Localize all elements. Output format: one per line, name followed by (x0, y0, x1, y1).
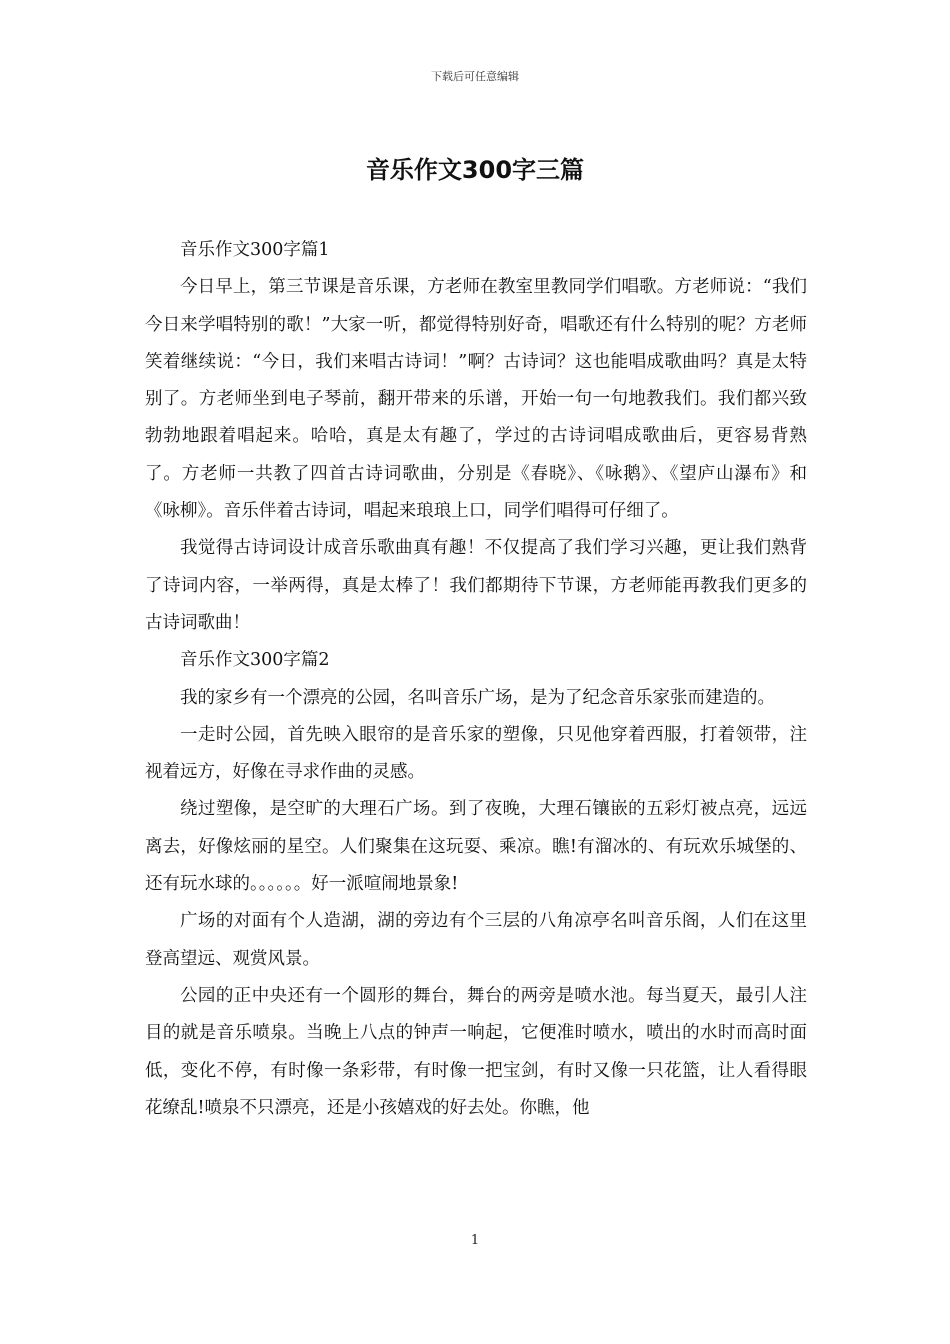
document-title: 音乐作文300字三篇 (365, 156, 585, 184)
body-paragraph: 公园的正中央还有一个圆形的舞台，舞台的两旁是喷水池。每当夏天，最引人注目的就是音乐喷泉。当晚上八点的钟声一响起，它便准时喷水，喷出的水时而高时面低，变化不停，有时像一条彩带，有时像一把宝剑，有时又像一只花篮，让人看得眼花缭乱!喷泉不只漂亮，还是小孩嬉戏的好去处。你瞧，他 (145, 985, 807, 1118)
body-paragraph: 今日早上，第三节课是音乐课，方老师在教室里教同学们唱歌。方老师说：“我们今日来学唱特别的歌！”大家一听，都觉得特别好奇，唱歌还有什么特别的呢？方老师笑着继续说：“今日，我们来唱古诗词！”啊？古诗词？这也能唱成歌曲吗？真是太特别了。方老师坐到电子琴前，翻开带来的乐谱，开始一句一句地教我们。我们都兴致勃勃地跟着唱起来。哈哈，真是太有趣了，学过的古诗词唱成歌曲后，更容易背熟了。方老师一共教了四首古诗词歌曲，分别是《春晓》、《咏鹅》、《望庐山瀑布》和《咏柳》。音乐伴着古诗词，唱起来琅琅上口，同学们唱得可仔细了。 (145, 277, 807, 522)
section-heading-2: 音乐作文300字篇2 (180, 650, 330, 671)
body-paragraph: 绕过塑像，是空旷的大理石广场。到了夜晚，大理石镶嵌的五彩灯被点亮，远远离去，好像炫丽的星空。人们聚集在这玩耍、乘凉。瞧!有溜冰的、有玩欢乐城堡的、还有玩水球的。。。。。。好一派喧闹地景象! (145, 799, 807, 895)
section-heading-1: 音乐作文300字篇1 (180, 240, 330, 260)
body-paragraph: 一走时公园，首先映入眼帘的是音乐家的塑像，只见他穿着西服，打着领带，注视着远方，好像在寻求作曲的灵感。 (145, 724, 807, 783)
body-paragraph: 我觉得古诗词设计成音乐歌曲真有趣！不仅提高了我们学习兴趣，更让我们熟背了诗词内容，一举两得，真是太棒了！我们都期待下节课，方老师能再教我们更多的古诗词歌曲！ (145, 538, 807, 633)
page-header-note: 下载后可任意编辑 (431, 70, 519, 83)
page-number: 1 (470, 1233, 480, 1248)
body-paragraph: 广场的对面有个人造湖，湖的旁边有个三层的八角凉亭名叫音乐阁，人们在这里登高望远、观赏风景。 (145, 911, 807, 969)
document-body (145, 232, 807, 1127)
body-paragraph: 我的家乡有一个漂亮的公园，名叫音乐广场，是为了纪念音乐家张而建造的。 (180, 687, 775, 708)
